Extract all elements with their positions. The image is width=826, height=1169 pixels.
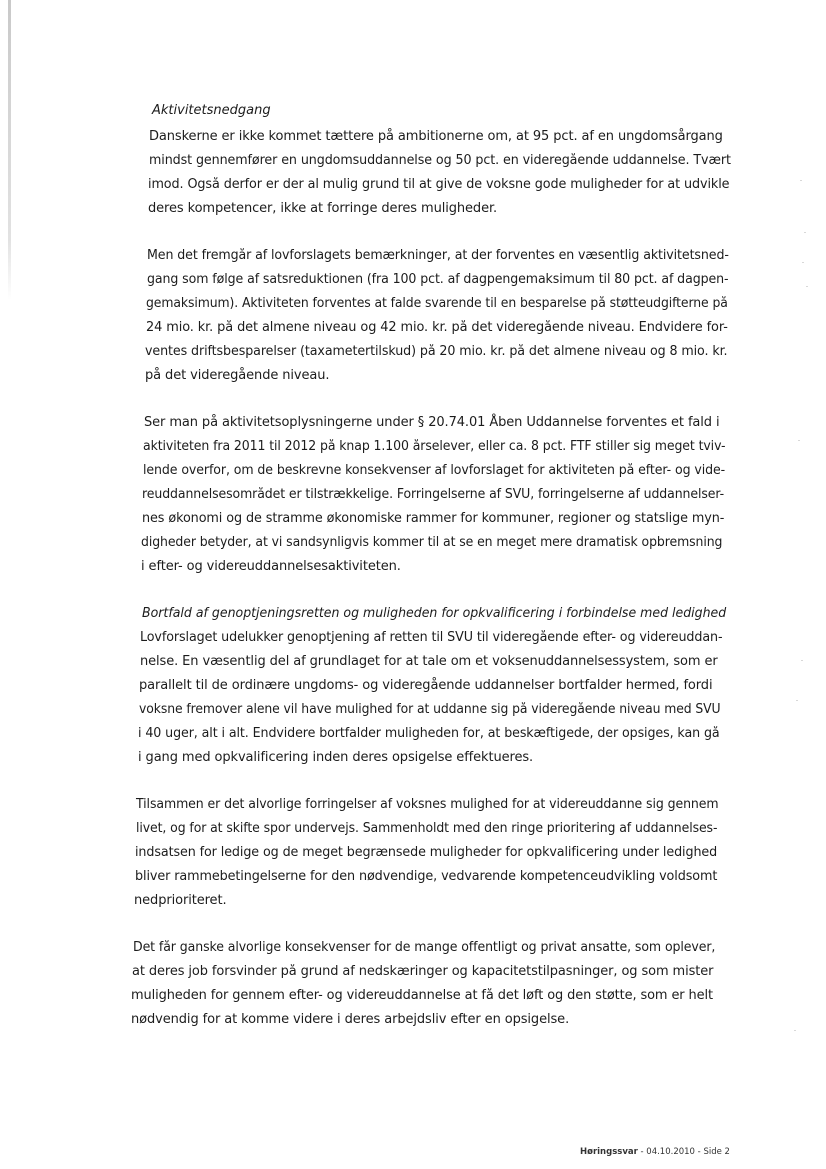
text-line: Lovforslaget udelukker genoptjening af retten til SVU til videregående efter- og videreuddan- bbox=[140, 630, 723, 645]
scan-speck bbox=[801, 660, 803, 661]
text-line: imod. Også derfor er der al mulig grund til at give de voksne gode muligheder for at udvikle bbox=[148, 177, 730, 192]
scan-speck bbox=[800, 180, 802, 181]
text-line: 24 mio. kr. på det almene niveau og 42 mio. kr. på det videregående niveau. Endvidere for- bbox=[146, 320, 728, 335]
text-line: Tilsammen er det alvorlige forringelser af voksnes mulighed for at videreuddanne sig gennem bbox=[136, 797, 719, 812]
footer-doc-name: Høringssvar bbox=[580, 1147, 638, 1157]
text-line: mindst gennemfører en ungdomsuddannelse og 50 pct. en videregående uddannelse. Tvært bbox=[149, 153, 731, 168]
text-line: Danskerne er ikke kommet tættere på ambitionerne om, at 95 pct. af en ungdomsårgang bbox=[149, 129, 723, 144]
scan-speck bbox=[802, 262, 804, 263]
text-line: indsatsen for ledige og de meget begrænsede muligheder for opkvalificering under ledighed bbox=[135, 845, 718, 860]
text-line: i efter- og videreuddannelsesaktiviteten. bbox=[141, 559, 401, 574]
text-line: nes økonomi og de stramme økonomiske rammer for kommuner, regioner og statslige myn- bbox=[142, 511, 725, 526]
text-line: voksne fremover alene vil have mulighed for at uddanne sig på videregående niveau med SVU bbox=[139, 702, 721, 717]
text-line: i gang med opkvalificering inden deres opsigelse effektueres. bbox=[138, 750, 534, 765]
scan-speck bbox=[804, 232, 806, 233]
text-line: parallelt til de ordinære ungdoms- og videregående uddannelser bortfalder hermed, fordi bbox=[139, 678, 713, 693]
text-line: deres kompetencer, ikke at forringe deres muligheder. bbox=[148, 201, 498, 216]
text-line: lende overfor, om de beskrevne konsekvenser af lovforslaget for aktiviteten på efter- og vide- bbox=[143, 463, 726, 478]
text-line: Det får ganske alvorlige konsekvenser for de mange offentligt og privat ansatte, som oplever, bbox=[133, 940, 716, 955]
scan-speck bbox=[794, 1030, 796, 1031]
page-footer bbox=[580, 1147, 730, 1157]
text-line: gemaksimum). Aktiviteten forventes at falde svarende til en besparelse på støtteudgifterne på bbox=[146, 296, 728, 311]
text-line: nedprioriteret. bbox=[134, 893, 227, 908]
text-line: på det videregående niveau. bbox=[145, 368, 330, 383]
text-line: nødvendig for at komme videre i deres arbejdsliv efter en opsigelse. bbox=[131, 1012, 570, 1027]
text-line: i 40 uger, alt i alt. Endvidere bortfalder muligheden for, at beskæftigede, der opsiges, kan gå bbox=[138, 726, 720, 741]
section-heading-bortfald: Bortfald af genoptjeningsretten og muligheden for opkvalificering i forbindelse med ledighed bbox=[142, 606, 727, 621]
text-line: reuddannelsesområdet er tilstrækkelige. Forringelserne af SVU, forringelserne af uddannelser- bbox=[142, 487, 725, 502]
footer-separator: - bbox=[694, 1147, 704, 1157]
scan-speck bbox=[796, 700, 798, 701]
text-line: Men det fremgår af lovforslagets bemærkninger, at der forventes en væsentlig aktivitetsned- bbox=[147, 248, 729, 263]
text-line: livet, og for at skifte spor undervejs. Sammenholdt med den ringe prioritering af uddannelses- bbox=[136, 821, 718, 836]
text-line: at deres job forsvinder på grund af nedskæringer og kapacitetstilpasninger, og som mister bbox=[132, 964, 714, 979]
text-line: nelse. En væsentlig del af grundlaget for at tale om et voksenuddannelsessystem, som er bbox=[140, 654, 718, 669]
text-line: muligheden for gennem efter- og videreuddannelse at få det løft og den støtte, som er helt bbox=[131, 988, 713, 1003]
text-line: bliver rammebetingelserne for den nødvendige, vedvarende kompetenceudvikling voldsomt bbox=[135, 869, 718, 884]
text-line: digheder betyder, at vi sandsynligvis kommer til at se en meget mere dramatisk opbremsning bbox=[141, 535, 723, 550]
text-line: gang som følge af satsreduktionen (fra 100 pct. af dagpengemaksimum til 80 pct. af dagpen- bbox=[147, 272, 729, 287]
text-line: Ser man på aktivitetsoplysningerne under § 20.74.01 Åben Uddannelse forventes et fald i bbox=[144, 415, 720, 430]
scan-speck bbox=[798, 440, 800, 441]
footer-separator: - bbox=[637, 1147, 647, 1157]
text-line: aktiviteten fra 2011 til 2012 på knap 1.100 årselever, eller ca. 8 pct. FTF stiller sig meget tviv- bbox=[143, 439, 726, 454]
text-line: ventes driftsbesparelser (taxametertilskud) på 20 mio. kr. på det almene niveau og 8 mio. kr. bbox=[145, 344, 728, 359]
section-heading-aktivitetsnedgang: Aktivitetsnedgang bbox=[152, 103, 271, 118]
footer-date: 04.10.2010 bbox=[646, 1147, 695, 1157]
scan-speck bbox=[806, 286, 808, 287]
footer-page-number: Side 2 bbox=[703, 1147, 730, 1157]
